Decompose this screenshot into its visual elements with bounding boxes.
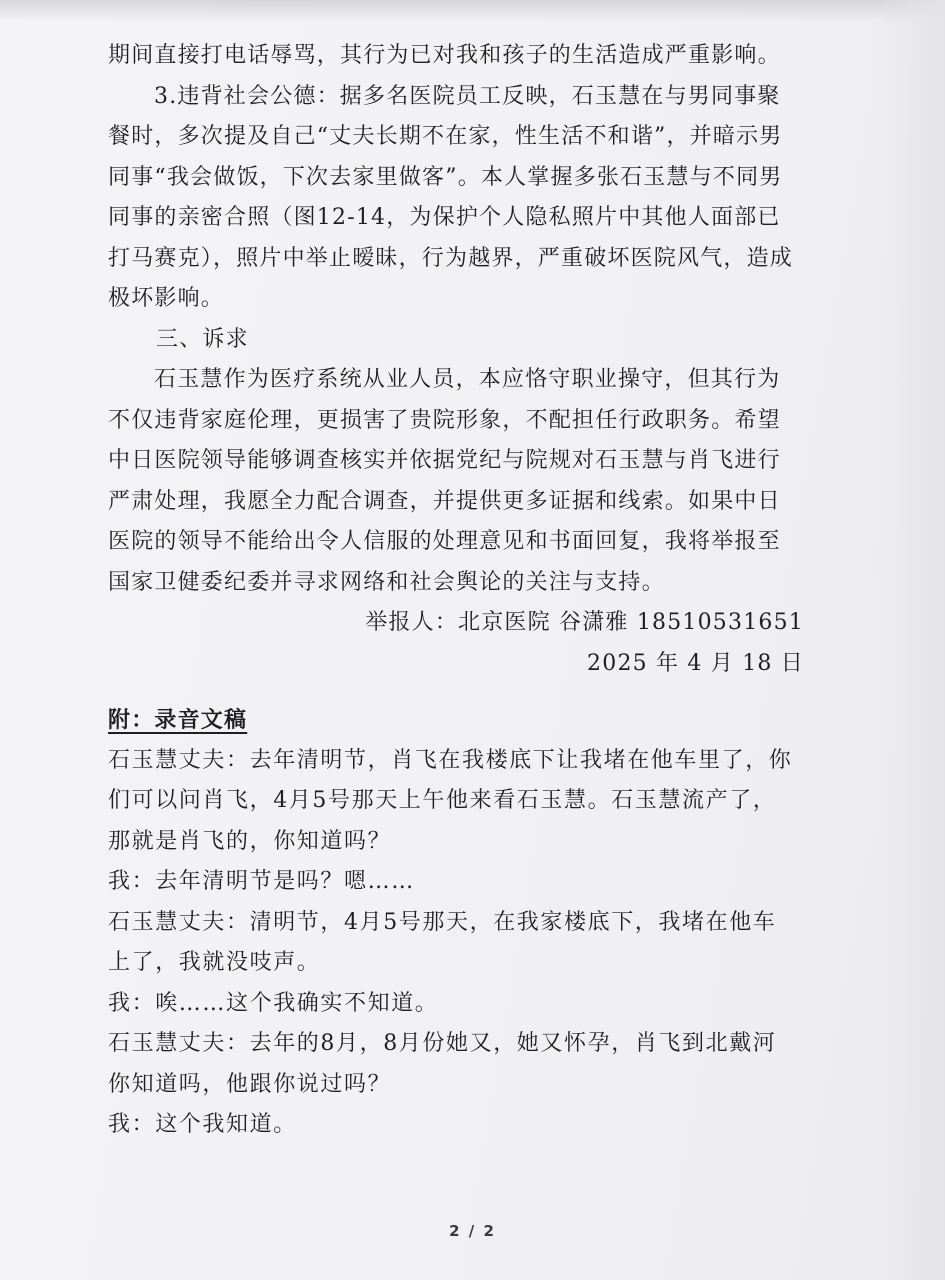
text-line: 同事的亲密合照（图12-14，为保护个人隐私照片中其他人面部已: [108, 205, 781, 230]
text-line: 3.违背社会公德：据多名医院员工反映，石玉慧在与男同事聚: [154, 83, 781, 109]
transcript-line: 石玉慧丈夫：去年的8月，8月份她又，她又怀孕，肖飞到北戴河: [108, 1031, 777, 1056]
transcript-line: 石玉慧丈夫：去年清明节，肖飞在我楼底下让我堵在他车里了，你: [108, 747, 793, 773]
text-line: 医院的领导不能给出令人信服的处理意见和书面回复，我将举报至: [108, 529, 781, 554]
transcript: [108, 741, 808, 1146]
appeal-paragraph: [108, 360, 808, 603]
page-right-shadow: [875, 0, 945, 1280]
text-line: 同事“我会做饭，下次去家里做客”。本人掌握多张石玉慧与不同男: [108, 164, 783, 190]
section-heading: 三、诉求: [156, 326, 249, 352]
transcript-line: 石玉慧丈夫：清明节，4月5号那天，在我家楼底下，我堵在他车: [108, 909, 777, 935]
signature-line: 举报人：北京医院 谷潇雅 18510531651: [365, 610, 804, 635]
transcript-line: 那就是肖飞的，你知道吗？: [108, 828, 392, 854]
text-line: 中日医院领导能够调查核实并依据党纪与院规对石玉慧与肖飞进行: [108, 448, 781, 473]
transcript-line: 我：这个我知道。: [108, 1112, 297, 1137]
text-line: 严肃处理，我愿全力配合调查，并提供更多证据和线索。如果中日: [108, 488, 781, 514]
date-line: 2025 年 4 月 18 日: [587, 650, 804, 676]
transcript-line: 你知道吗，他跟你说过吗？: [108, 1071, 392, 1097]
transcript-line: 上了，我就没吱声。: [108, 950, 321, 975]
text-line: 餐时，多次提及自己“丈夫长期不在家，性生活不和谐”，并暗示男: [108, 124, 783, 149]
transcript-line: 我：去年清明节是吗？嗯……: [108, 869, 415, 894]
text-line: 期间直接打电话辱骂，其行为已对我和孩子的生活造成严重影响。: [108, 43, 781, 68]
text-line: 极坏影响。: [108, 286, 225, 311]
text-line: 石玉慧作为医疗系统从业人员，本应恪守职业操守，但其行为: [154, 367, 781, 392]
text-line: 打马赛克），照片中举止暧昧，行为越界，严重破坏医院风气，造成: [108, 245, 794, 271]
transcript-line: 我：唉……这个我确实不知道。: [108, 990, 439, 1016]
transcript-line: 们可以问肖飞，4月5号那天上午他来看石玉慧。石玉慧流产了，: [108, 788, 777, 813]
document-body: [108, 36, 808, 1146]
page-number: 2 / 2: [449, 1222, 496, 1240]
text-line: 国家卫健委纪委并寻求网络和社会舆论的关注与支持。: [108, 569, 665, 595]
page-top-shadow: [0, 0, 945, 22]
appendix-title: 附：录音文稿: [108, 707, 248, 733]
point-3-paragraph: [108, 77, 808, 320]
text-line: 不仅违背家庭伦理，更损害了贵院形象，不配担任行政职务。希望: [108, 407, 781, 433]
